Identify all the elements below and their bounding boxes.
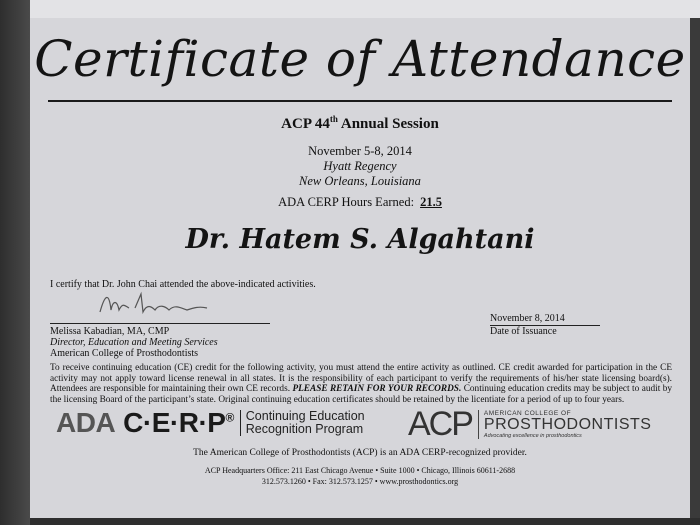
cerp-tagline <box>240 410 365 436</box>
event-venue: Hyatt Regency <box>323 159 397 173</box>
issuance-date: November 8, 2014 <box>490 313 600 326</box>
certificate-title: Certificate of Attendance <box>34 30 686 88</box>
acp-wordmark <box>478 410 652 439</box>
signer-name: Melissa Kabadian, MA, CMP <box>50 326 170 337</box>
hq-address: ACP Headquarters Office: 211 East Chicago Avenue • Suite 1000 • Chicago, Illinois 60611-2688 <box>204 466 516 475</box>
cerp-tagline-line2: Recognition Program <box>245 422 364 436</box>
disclaimer-part2: Continuing education credits may be subject to audit by the licensing Board of the participant’s state. Original continuing education certificates should be retained by the licentiate for a period of up to four years. <box>50 384 672 405</box>
cerp-wordmark <box>123 407 234 439</box>
registered-mark: ® <box>225 410 234 425</box>
certificate-page <box>30 18 690 518</box>
signature-image <box>95 286 215 322</box>
issuance-label: Date of Issuance <box>490 326 557 337</box>
hours-value: 21.5 <box>420 195 442 209</box>
ada-wordmark: ADA <box>56 407 116 438</box>
event-date: November 5-8, 2014 <box>308 144 412 158</box>
acp-line1: AMERICAN COLLEGE OF <box>483 410 572 417</box>
left-dark-edge <box>0 0 30 525</box>
ce-disclaimer <box>50 363 672 405</box>
session-suffix: Annual Session <box>337 116 439 132</box>
acp-line3: Advocating excellence in prosthodontics <box>483 433 582 439</box>
attendee-name: Dr. Hatem S. Algahtani <box>185 224 535 255</box>
cerp-hours <box>30 195 690 210</box>
acp-mark: ACP <box>408 405 472 443</box>
session-prefix: ACP 44 <box>281 116 330 132</box>
signer-title: Director, Education and Meeting Services <box>50 337 218 348</box>
disclaimer-emphasis: PLEASE RETAIN FOR YOUR RECORDS. <box>292 384 462 394</box>
event-city: New Orleans, Louisiana <box>299 174 421 188</box>
ada-cerp-logo <box>56 406 365 440</box>
cerp-text: C·E·R·P <box>123 407 226 438</box>
title-rule <box>48 100 672 102</box>
session-title <box>30 114 690 133</box>
signer-block <box>50 326 218 359</box>
top-margin <box>30 0 700 18</box>
acp-line2: PROSTHODONTISTS <box>483 416 652 433</box>
acp-logo <box>408 405 651 444</box>
contact-info: 312.573.1260 • Fax: 312.573.1257 • www.prosthodontics.org <box>261 477 459 486</box>
provider-statement: The American College of Prosthodontists (ACP) is an ADA CERP-recognized provider. <box>193 448 527 458</box>
bottom-dark-edge <box>30 518 700 525</box>
signer-org: American College of Prosthodontists <box>50 348 199 359</box>
cerp-tagline-line1: Continuing Education <box>245 409 365 423</box>
disclaimer-part1: To receive continuing education (CE) credit for the following activity, you must attend the entire activity as outlined. CE credit awarded for participation in the CE activity may not apply toward license renewal in all states. It is the responsibility of each participant to verify the requirements of his/her state licensing board(s). Attendees are responsible for maintaining their own CE records. <box>50 363 672 394</box>
signature-line <box>50 323 270 324</box>
hours-label: ADA CERP Hours Earned: <box>278 195 415 209</box>
session-ordinal: th <box>329 114 338 124</box>
certify-statement: I certify that Dr. John Chai attended the above-indicated activities. <box>50 279 316 290</box>
